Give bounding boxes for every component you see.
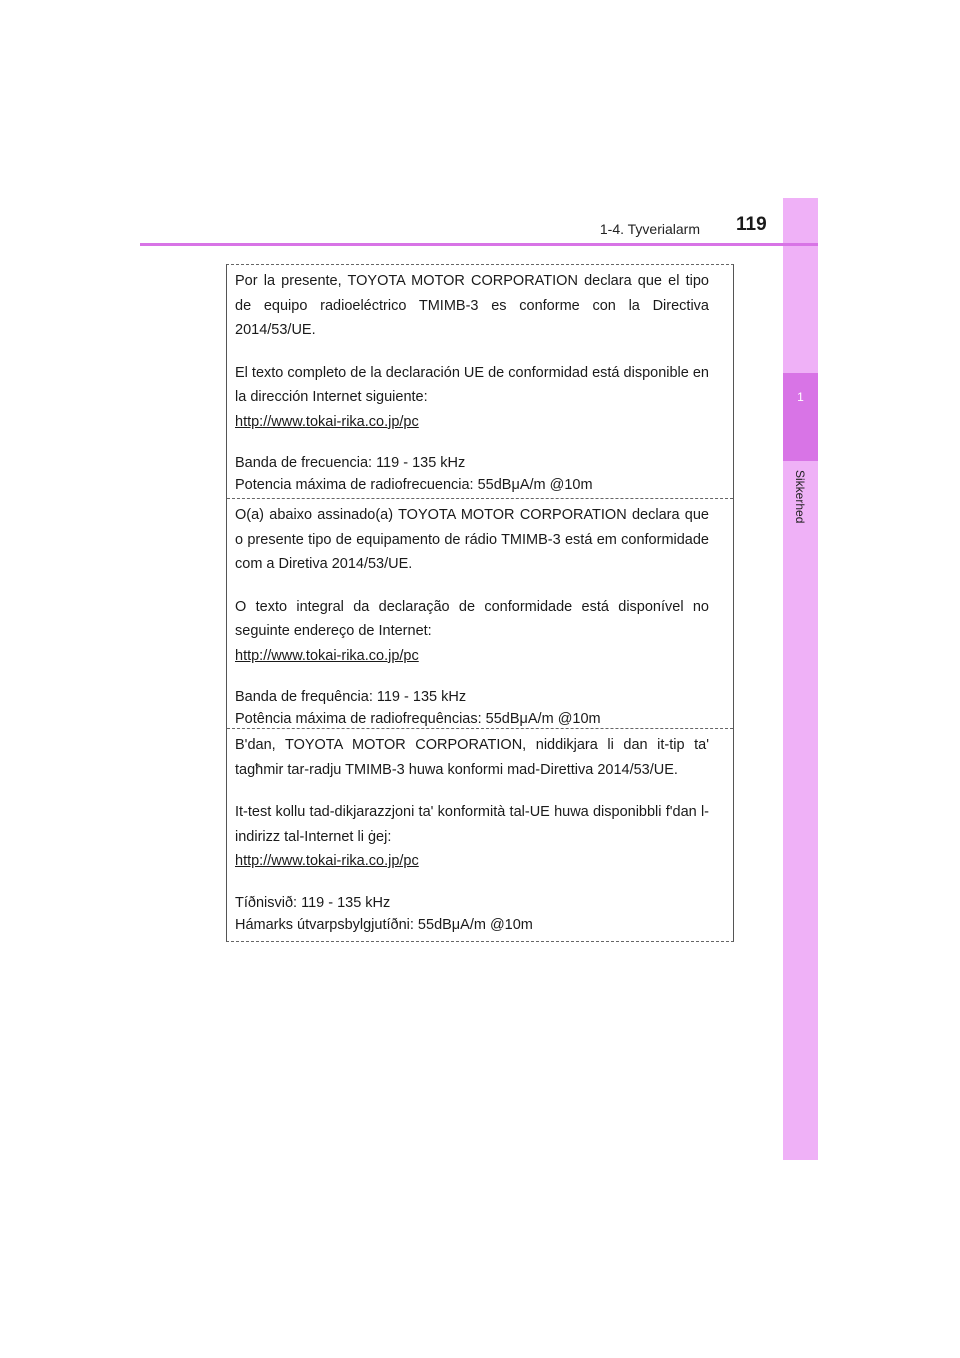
- frequency-band: Banda de frecuencia: 119 - 135 kHz: [235, 455, 466, 471]
- max-power: Potência máxima de radiofrequências: 55dBμA/m @10m: [235, 711, 601, 727]
- declaration-box: [226, 264, 734, 942]
- chapter-number: 1: [797, 390, 804, 404]
- max-power: Hámarks útvarpsbylgjutíðni: 55dBμA/m @10m: [235, 916, 533, 933]
- declaration-statement: B'dan, TOYOTA MOTOR CORPORATION, niddikjara li dan it-tip ta' tagħmir tar-radju TMIMB-3 huwa konformi mad-Direttiva 2014/53/UE.: [235, 737, 709, 778]
- chapter-side-tab: [783, 198, 818, 1160]
- max-power: Potencia máxima de radiofrecuencia: 55dBμA/m @10m: [235, 477, 593, 493]
- declaration-portuguese: [227, 503, 733, 730]
- frequency-band: Tíðnisvið: 119 - 135 kHz: [235, 894, 391, 911]
- section-divider: [227, 728, 733, 729]
- header-rule: [140, 243, 818, 246]
- declaration-availability: El texto completo de la declaración UE de conformidad está disponible en la dirección Internet siguiente:: [235, 364, 709, 405]
- section-title: 1-4. Tyverialarm: [599, 221, 700, 237]
- section-divider: [227, 498, 733, 499]
- declaration-url-link[interactable]: http://www.tokai-rika.co.jp/pc: [235, 853, 419, 869]
- declaration-availability: It-test kollu tad-dikjarazzjoni ta' konformità tal-UE huwa disponibbli f'dan l-indirizz tal-Internet li ġej:: [235, 804, 709, 845]
- chapter-label: Sikkerhed: [793, 470, 807, 524]
- declaration-maltese: [227, 733, 733, 936]
- chapter-tab-active[interactable]: [783, 373, 818, 461]
- declaration-url-link[interactable]: http://www.tokai-rika.co.jp/pc: [235, 647, 419, 664]
- declaration-spanish: [227, 269, 733, 496]
- declaration-statement: Por la presente, TOYOTA MOTOR CORPORATION declara que el tipo de equipo radioeléctrico TMIMB-3 es conforme con la Directiva 2014/53/UE.: [235, 273, 709, 338]
- page-number: 119: [736, 214, 767, 235]
- declaration-url-link[interactable]: http://www.tokai-rika.co.jp/pc: [235, 413, 419, 430]
- declaration-statement: O(a) abaixo assinado(a) TOYOTA MOTOR CORPORATION declara que o presente tipo de equipamento de rádio TMIMB-3 está em conformidade com a Diretiva 2014/53/UE.: [235, 507, 709, 572]
- frequency-band: Banda de frequência: 119 - 135 kHz: [235, 689, 467, 705]
- declaration-availability: O texto integral da declaração de conformidade está disponível no seguinte endereço de Internet:: [235, 598, 709, 639]
